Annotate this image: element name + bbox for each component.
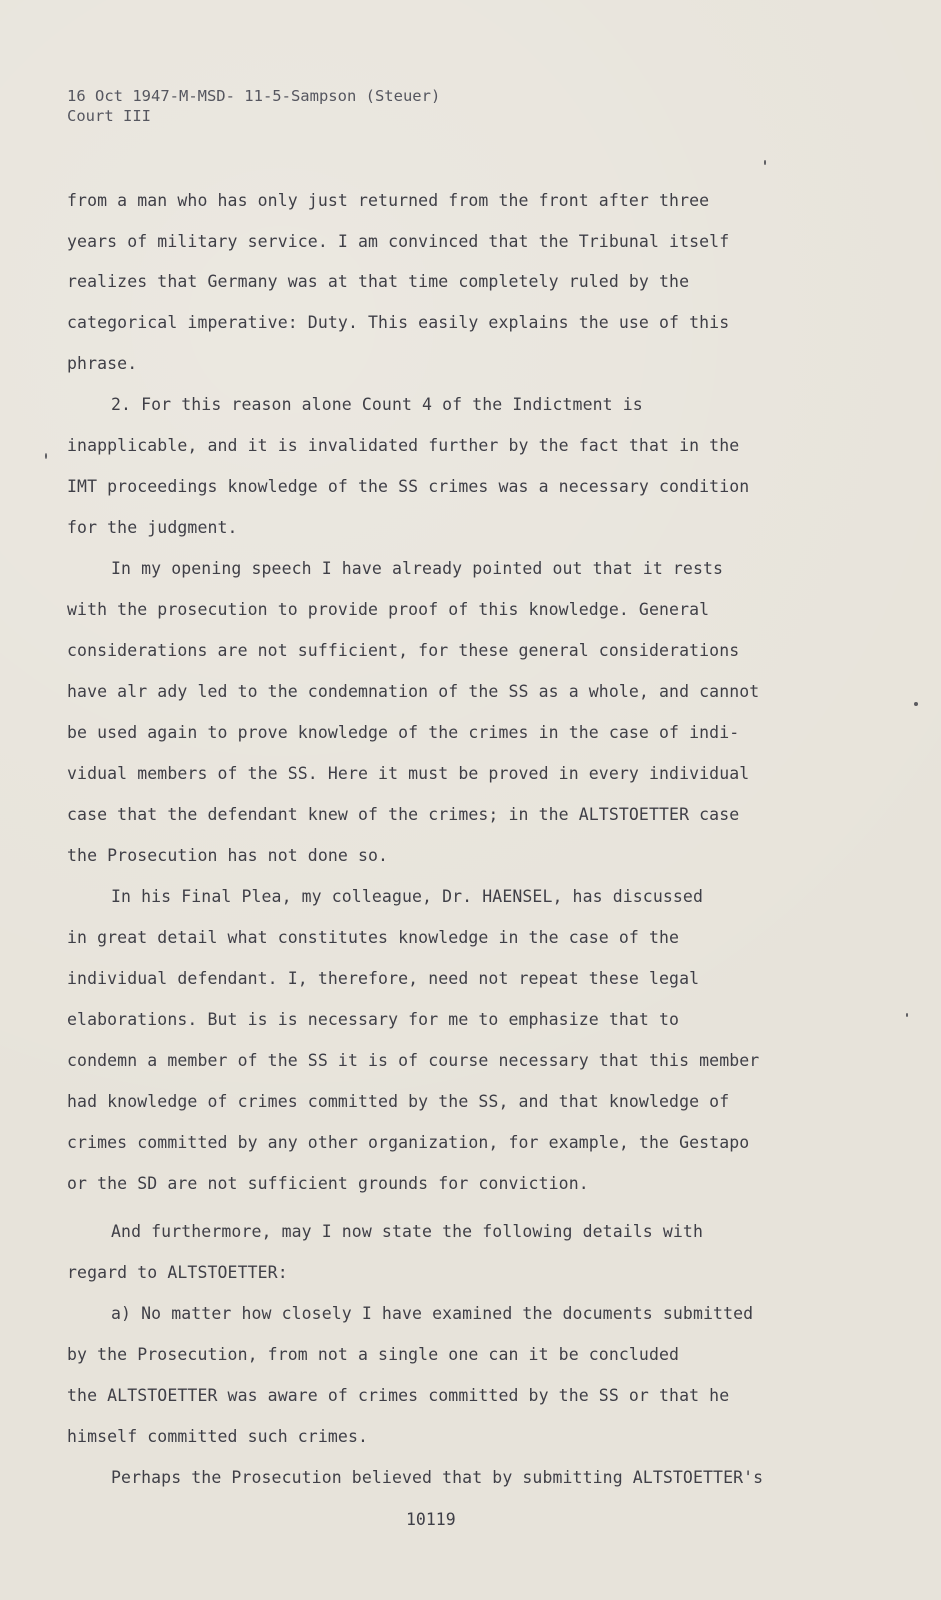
paper-speck	[45, 453, 47, 459]
text-line: or the SD are not sufficient grounds for conviction.	[67, 1174, 589, 1193]
text-line: vidual members of the SS. Here it must be proved in every individual	[67, 764, 750, 783]
text-line: In my opening speech I have already pointed out that it rests	[111, 559, 724, 578]
text-line: for the judgment.	[67, 518, 238, 537]
text-line: a) No matter how closely I have examined the documents submitted	[111, 1304, 754, 1323]
paper-speck	[764, 160, 766, 165]
text-line: IMT proceedings knowledge of the SS crimes was a necessary condition	[67, 477, 750, 496]
text-line: in great detail what constitutes knowledge in the case of the	[67, 928, 680, 947]
header-court-line: Court III	[67, 107, 151, 125]
page-number: 10119	[406, 1510, 456, 1529]
text-line: condemn a member of the SS it is of course necessary that this member	[67, 1051, 760, 1070]
document-header	[67, 86, 440, 126]
header-date-line: 16 Oct 1947-M-MSD- 11-5-Sampson (Steuer)	[67, 87, 441, 105]
text-line: And furthermore, may I now state the following details with	[111, 1222, 703, 1241]
text-line: regard to ALTSTOETTER:	[67, 1263, 288, 1282]
text-line: 2. For this reason alone Count 4 of the Indictment is	[111, 395, 643, 414]
text-line: Perhaps the Prosecution believed that by submitting ALTSTOETTER's	[111, 1468, 764, 1487]
text-line: by the Prosecution, from not a single one can it be concluded	[67, 1345, 680, 1364]
text-line: case that the defendant knew of the crimes; in the ALTSTOETTER case	[67, 805, 740, 824]
text-line: with the prosecution to provide proof of this knowledge. General	[67, 600, 710, 619]
text-line: phrase.	[67, 354, 138, 373]
text-line: inapplicable, and it is invalidated further by the fact that in the	[67, 436, 740, 455]
paper-speck	[914, 702, 918, 706]
text-line: realizes that Germany was at that time completely ruled by the	[67, 272, 690, 291]
text-line: the ALTSTOETTER was aware of crimes committed by the SS or that he	[67, 1386, 730, 1405]
text-line: had knowledge of crimes committed by the SS, and that knowledge of	[67, 1092, 730, 1111]
text-line: In his Final Plea, my colleague, Dr. HAENSEL, has discussed	[111, 887, 703, 906]
text-line: individual defendant. I, therefore, need not repeat these legal	[67, 969, 700, 988]
text-line: from a man who has only just returned from the front after three	[67, 191, 710, 210]
text-line: elaborations. But is is necessary for me to emphasize that to	[67, 1010, 680, 1029]
text-line: considerations are not sufficient, for these general considerations	[67, 641, 740, 660]
paper-speck	[906, 1013, 908, 1017]
text-line: categorical imperative: Duty. This easily explains the use of this	[67, 313, 730, 332]
text-line: crimes committed by any other organization, for example, the Gestapo	[67, 1133, 750, 1152]
text-line: be used again to prove knowledge of the crimes in the case of indi-	[67, 723, 740, 742]
text-line: years of military service. I am convinced that the Tribunal itself	[67, 232, 730, 251]
text-line: himself committed such crimes.	[67, 1427, 369, 1446]
text-line: the Prosecution has not done so.	[67, 846, 389, 865]
text-line: have alr ady led to the condemnation of the SS as a whole, and cannot	[67, 682, 760, 701]
